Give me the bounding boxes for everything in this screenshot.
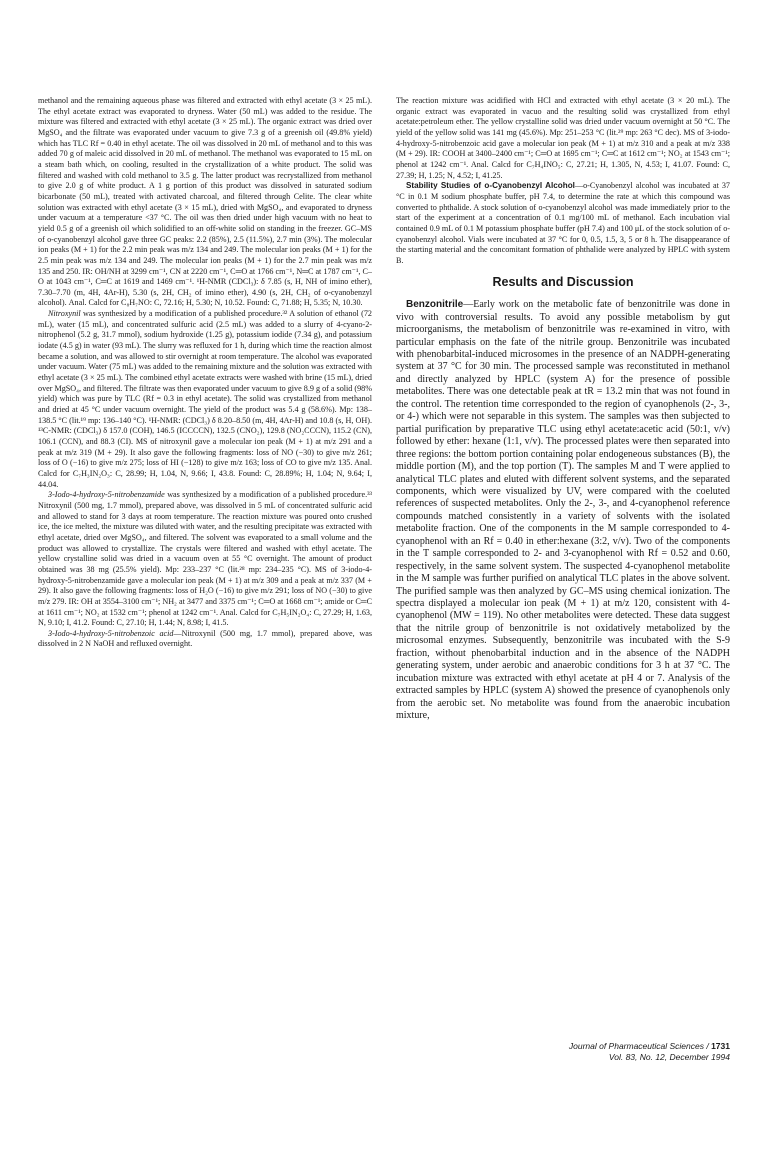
left-column	[38, 96, 372, 650]
stability-studies-runin: Stability Studies of o-Cyanobenzyl Alcohol	[406, 181, 575, 191]
right-paragraph-1: The reaction mixture was acidified with HCl and extracted with ethyl acetate (3 × 20 mL). The organic extract was evaporated in vacuo and the resulting solid was crystallized from ethyl acetate:petroleum ether. The yellow crystalline solid was dried under vacuum overnight at 50 °C. The yield of the yellow solid was 141 mg (45.6%). Mp: 251–253 °C (lit.²⁹ mp: 263 °C dec). MS of 3-iodo-4-hydroxy-5-nitrobenzoic acid gave a molecular ion peak (M + 1) at m/z 310 and a peak at m/z 338 (M + 29). IR: COOH at 3400–2400 cm⁻¹; C═O at 1695 cm⁻¹; C═C at 1612 cm⁻¹; NO₂ at 1543 cm⁻¹; phenol at 1242 cm⁻¹. Anal. Calcd for C₇H₄INO₅: C, 27.21; H, 1.305, N, 4.53; I, 41.07. Found: C, 27.39; H, 1.25; N, 4.52; I, 41.25.	[396, 96, 730, 180]
left-paragraph-4	[38, 629, 372, 650]
right-paragraph-2	[396, 181, 730, 266]
benzonitrile-runin: Benzonitrile	[406, 299, 464, 311]
right-paragraph-3	[396, 299, 730, 722]
results-text	[396, 299, 730, 722]
right-paragraph-2-body: —o-Cyanobenzyl alcohol was incubated at 37 °C in 0.1 M sodium phosphate buffer, pH 7.4, to determine the rate at which this compound was converted to phthalide. A stock solution of o-cyanobenzyl alcohol was made immediately prior to the start of the experiment at a concentration of 0.1 mg/100 mL of methanol. Each incubation vial contained 0.9 mL of 0.1 M potassium phosphate buffer (pH 7.4) and 100 μL of the stock solution of o-cyanobenzyl alcohol. Vials were incubated at 37 °C for 0, 0.5, 1.5, 3, 5 or 8 h. The disappearance of the starting material and the concomitant formation of phthalide were analyzed by HPLC with system B.	[396, 181, 730, 265]
section-heading-results: Results and Discussion	[492, 274, 634, 289]
footer-page-number: 1731	[711, 1041, 730, 1051]
left-paragraph-2-body: was synthesized by a modification of a published procedure.³² A solution of ethanol (72 mL), water (15 mL), and concentrated sulfuric acid (2.5 mL) was added to a slurry of 4-cyano-2-nitrophenol (5.2 g, 31.7 mmol), sodium hydroxide (1.25 g), potassium iodide (7.34 g), and potassium iodate (4.5 g) in water (93 mL). The slurry was refluxed for 1 h, during which time the reaction almost became a solution, and was allowed to stir overnight at room temperature. The alcohol was evaporated under vacuum. Water (75 mL) was added to the remaining mixture and the solution was extracted with ethyl acetate (3 × 25 mL). The combined ethyl acetate extracts were washed with brine (15 mL), dried over MgSO₄, and filtered. The filtrate was then evaporated under vacuum to give 8.9 g of a solid (98% yield) which was pure by TLC (Rf = 0.3 in ethyl acetate). The solid was crystallized from methanol and dried at 45 °C under vacuum overnight. The yield of the product was 5.4 g (58.6%). Mp: 138–138.5 °C (lit.¹⁹ mp: 136–140 °C). ¹H-NMR: (CDCl₃) δ 8.20–8.50 (m, 4H, 4Ar-H) and 10.8 (s, H, OH). ¹³C-NMR: (CDCl₃) δ 157.0 (COH), 146.5 (ICCCCN), 132.5 (CNO₂), 129.8 (NO₂CCCN), 115.2 (CN), 106.1 (CCN), and 88.3 (CI). MS of nitroxynil gave a molecular ion peak (M + 1) at m/z 291 and a peak at m/z 319 (M + 29). It also gave the following fragments: loss of NO (−30) to give m/z 261; loss of O (−16) to give m/z 275; loss of HI (−128) to give m/z 163; loss of CO to give m/z 135. Anal. Calcd for C₇H₃IN₂O₃: C, 28.99; H, 1.04, N, 9.66; I, 43.8. Found: C, 28.89%; H, 1.04; N, 9.64; I, 44.04.	[38, 309, 372, 489]
right-paragraph-3-body: —Early work on the metabolic fate of benzonitrile was done in vivo with controversial results. To avoid any possible metabolism by gut microorganisms, the metabolism of benzonitrile was re-examined in vitro, with particular emphasis on the fate of the nitrile group. Benzonitrile was incubated with phenobarbital-induced microsomes in the presence of an NADPH-generating system at 37 °C for 30 min. The processed sample was reconstituted in methanol and directly analyzed by HPLC (system A) for the presence of possible metabolites. There was one detectable peak at tR = 13.2 min that was not found in the control. The retention time corresponded to the region of cyanophenols (2-, 3-, or 4-) which were not separable in this system. The samples was then subjected to partial purification by preparative TLC using ethyl acetate:acetic acid (50:1, v/v) followed by ether: hexane (1:1, v/v). The processed plates were then separated into three regions: the bottom portion containing polar endogeneous substances (B), the middle portion (M), and the top portion (T). The samples M and T were applied to analytical TLC plates and eluted with different solvent systems, and the separated components, which were visualized by UV, were compared with the coeluted references of suspected metabolites. Only the 2-, 3-, and 4-cyanophenol reference compounds matched consistently in a variety of solvents with the isolated metabolite fraction. One of the components in the M sample corresponded to 4-cyanophenol with an Rf = 0.40 in ether:hexane (3:2, v/v). Two of the components in the T sample corresponded to 2- and 3-cyanophenol with Rf = 0.52 and 0.60, respectively, in the same solvent system. The suspected 4-cyanophenol metabolite in the M sample was further purified on analytical TLC plates in the above solvent. The purified sample was then analyzed by GC–MS using chemical ionization. The spectra displayed a molecular ion peak (M + 1) at m/z 120, consistent with 4-cyanophenol (MW = 119). No other metabolites were detected. These data suggest that the nitrile group of benzonitrile is not oxidatively metabolized by the microsomal enzymes. Subsequently, benzonitrile was incubated with the S-9 fraction, without phenobarbital induction and in the absence of the NADPH generating system, under aerobic and anaerobic conditions for 3 h at 37 °C. The incubation mixture was extracted with ethyl acetate at pH 4 or 7. Analysis of the extracted samples by HPLC (system A) showed the presence of cyanophenols only from the aerobic set. No metabolite was found from the anaerobic incubation mixture,	[396, 299, 730, 722]
nitroxynil-runin: Nitroxynil	[48, 309, 81, 319]
left-paragraph-2	[38, 309, 372, 490]
footer-volume-line: Vol. 83, No. 12, December 1994	[608, 1052, 730, 1062]
footer-journal-line	[569, 1041, 730, 1052]
page-footer	[569, 1041, 730, 1063]
left-paragraph-1: methanol and the remaining aqueous phase was filtered and extracted with ethyl acetate (3 × 25 mL). The ethyl acetate extract was evaporated to dryness. Water (50 mL) was added to the residue. The mixture was filtered and extracted with ethyl acetate (3 × 25 mL). The organic extract was dried over MgSO₄ and the filtrate was evaporated under vacuum to give 7.3 g of a greenish oil (49.8% yield) which has TLC Rf = 0.40 in ethyl acetate. The oil was dissolved in 20 mL of methanol and to this was added 70 g of maleic acid dissolved in 20 mL of methanol. The methanol was evaporated to 15 mL on a steam bath which, on cooling, resulted in the crystallization of a white product. The solid was filtered and washed with cold methanol to 3.5 g. The latter product was recrystallized from methanol to give 2.0 g of white product. A 1 g portion of this product was dissolved in saturated sodium bicarbonate (50 mL), treated with activated charcoal, and filtered through Celite. The clear white solution was extracted with ethyl acetate (3 × 15 mL), dried with MgSO₄, and evaporated to dryness under vacuum at a temperature <37 °C. The oil was then dried under high vacuum with no heat to yield 0.5 g of a greenish oil which solidified to an off-white solid on standing in the freezer. GC–MS of o-cyanobenzyl alcohol gave three GC peaks: 2.2 (85%), 2.5 (11.5%), 2.7 min (3%). The molecular ion peaks (M + 1) for the 2.2 min peak was m/z 134 and 249. The molecular ion peaks (M + 1) for the 2.5 min peak was m/z 134 and 249. The molecular ion peaks (M + 1) for the 2.7 min peak was m/z 135 and 250. IR: OH/NH at 3299 cm⁻¹, CN at 2220 cm⁻¹, C═O at 1766 cm⁻¹, N═C at 1787 cm⁻¹, C–O at 1043 cm⁻¹, C═C at 1619 and 1469 cm⁻¹. ¹H-NMR (CDCl₃): δ 7.85 (s, H, NH of imino ether), 7.30–7.70 (m, 4H, 4Ar-H), 5.30 (s, 2H, CH₂ of imino ether), 4.90 (s, 2H, CH₂ of o-cyanobenzyl alcohol). Anal. Calcd for C₈H₇NO: C, 72.16; H, 5.30; N, 10.52. Found: C, 71.88; H, 5.35; N, 10.30.	[38, 96, 372, 308]
left-paragraph-4-body: —Nitroxynil (500 mg, 1.7 mmol), prepared above, was dissolved in 2 N NaOH and refluxed overnight.	[38, 628, 372, 649]
benzoic-acid-runin: 3-Iodo-4-hydroxy-5-nitrobenzoic acid	[48, 628, 174, 638]
footer-journal: Journal of Pharmaceutical Sciences /	[568, 1041, 712, 1051]
right-column	[396, 96, 730, 723]
left-paragraph-3-body: was synthesized by a modification of a published procedure.³³ Nitroxynil (500 mg, 1.7 mmol), prepared above, was dissolved in 5 mL of concentrated sulfuric acid and allowed to stand for 3 days at room temperature. The reaction mixture was poured onto crushed ice, the ice melted, the mixture was diluted with water, and the resulting precipitate was extracted with ethyl acetate, dried over MgSO₄, and filtered. The solvent was evaporated to a small volume and the product was allowed to crystallize. The crystals were filtered and washed with ethyl acetate. The yellow crystalline solid was dried in a vacuum oven at 55 °C overnight. The amount of product obtained was 38 mg (25.5% yield). Mp: 233–237 °C (lit.²⁸ mp: 234–235 °C). MS of 3-iodo-4-hydroxy-5-nitrobenzamide gave a molecular ion peak (M + 1) at m/z 309 and a peak at m/z 337 (M + 29). It also gave the following fragments: loss of H₂O (−16) to give m/z 291; loss of NO (−30) to give m/z 279. IR: OH at 3554–3100 cm⁻¹; NH₂ at 3477 and 3375 cm⁻¹; C═O at 1668 cm⁻¹; amide or C═C at 1611 cm⁻¹; NO₂ at 1532 cm⁻¹; phenol at 1242 cm⁻¹. Anal. Calcd for C₇H₅IN₂O₄: C, 27.29; H, 1.63, N, 9.10; I, 41.2. Found: C, 27.10; H, 1.44; N, 8.98; I, 41.5.	[38, 490, 372, 628]
left-paragraph-3	[38, 490, 372, 629]
benzamide-runin: 3-Iodo-4-hydroxy-5-nitrobenzamide	[48, 490, 165, 500]
